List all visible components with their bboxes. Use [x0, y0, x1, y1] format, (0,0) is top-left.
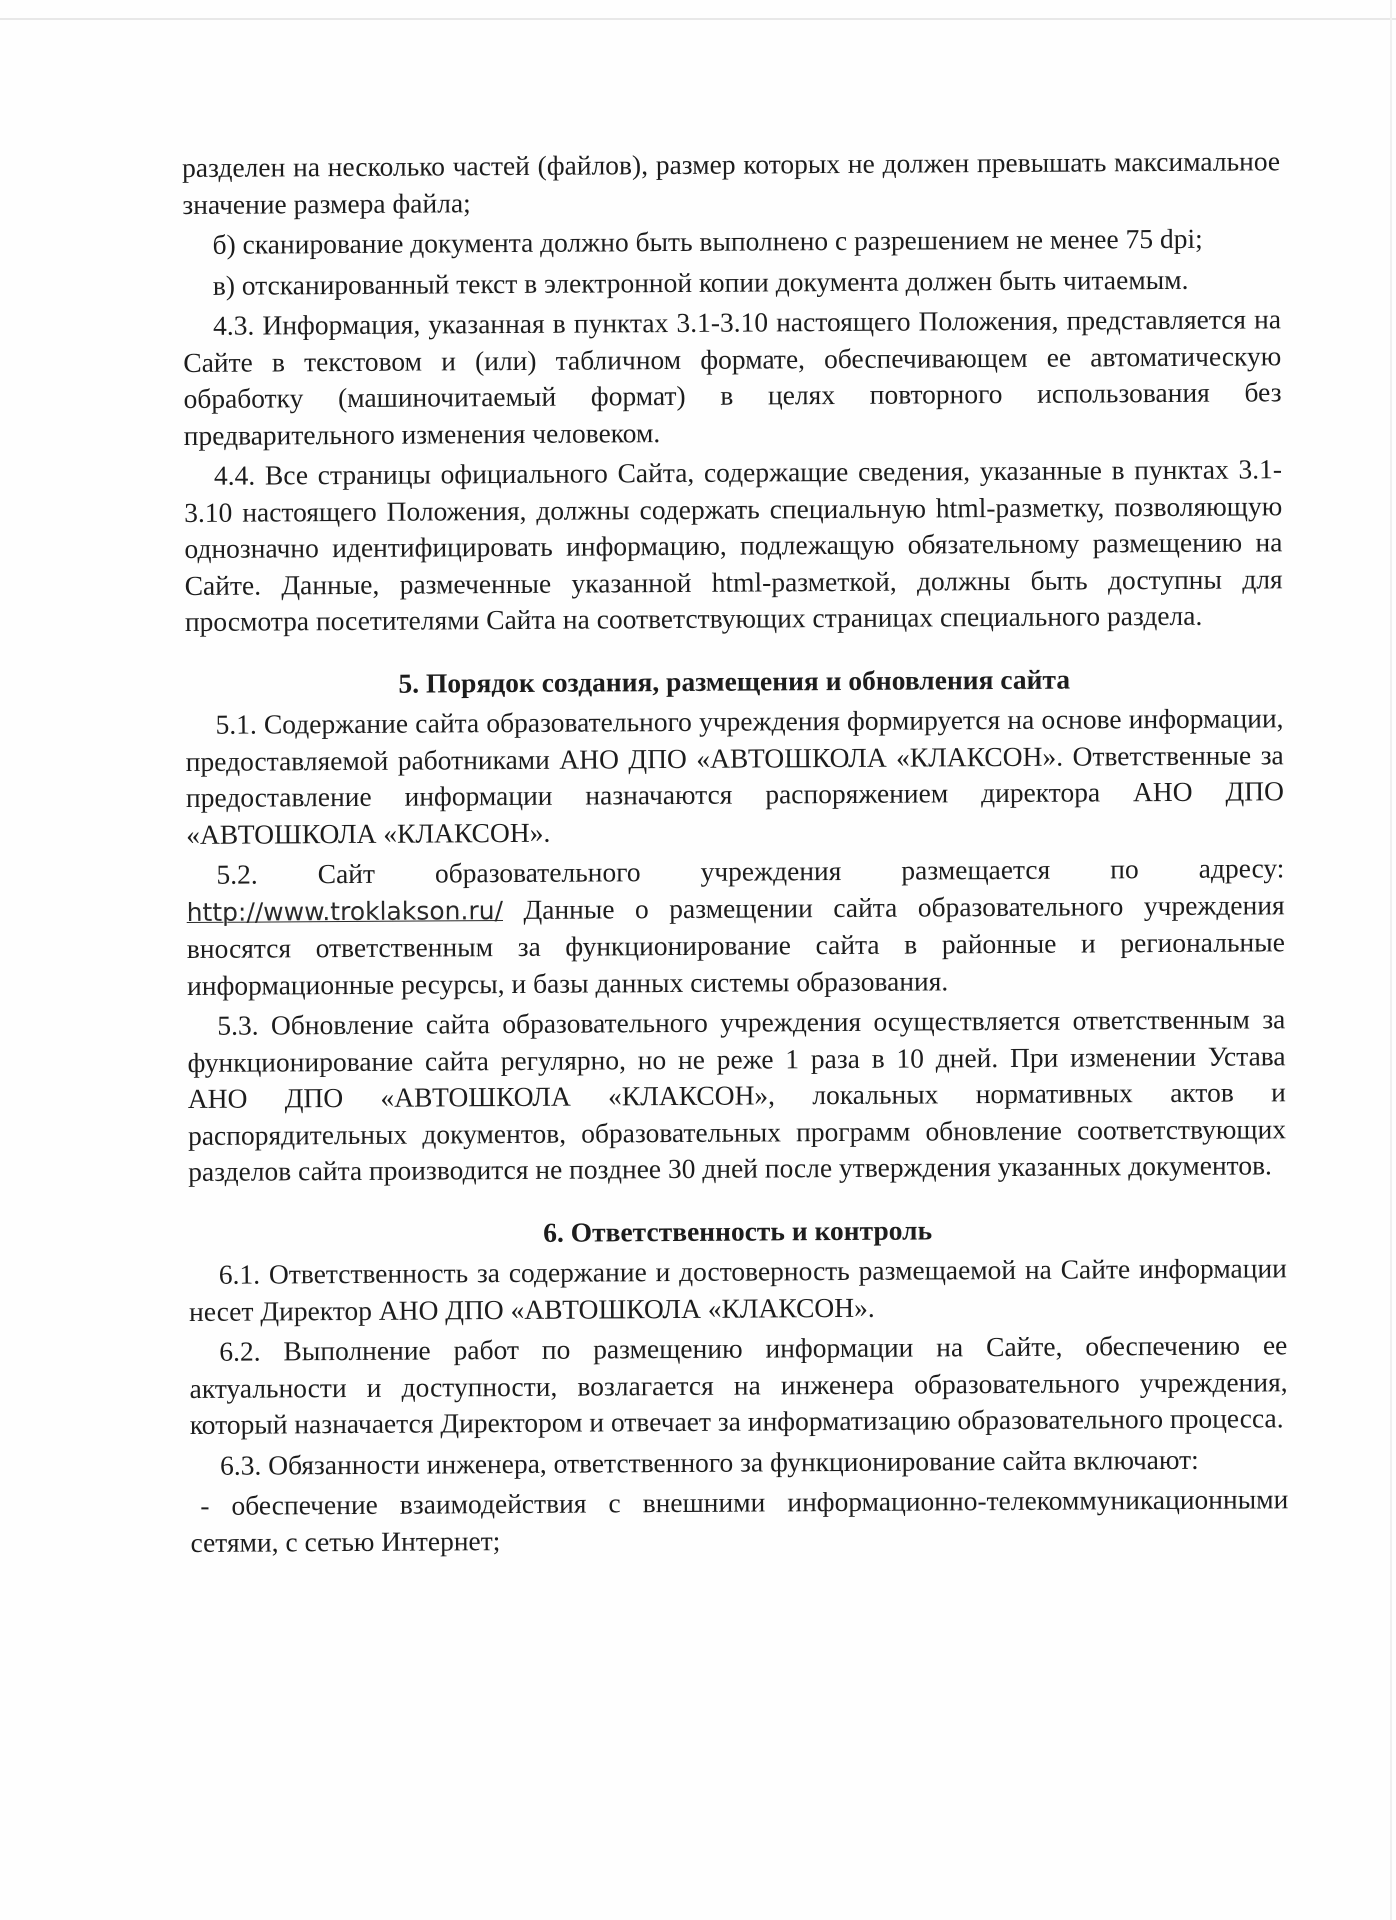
scan-edge-right: [1390, 0, 1392, 1920]
site-url-link[interactable]: http://www.troklakson.ru/: [186, 895, 504, 927]
paragraph-6-2: 6.2. Выполнение работ по размещению информации на Сайте, обеспечению ее актуальности и доступности, возлагается на инженера образовательного учреждения, который назначается Директором и отвечает за информатизацию образовательного процесса.: [189, 1329, 1288, 1440]
paragraph-scan-resolution: б) сканирование документа должно быть выполнено с разрешением не менее 75 dpi;: [212, 222, 1203, 260]
list-item-network-interaction: - обеспечение взаимодействия с внешними информационно-телекоммуникационными сетями, с сетью Интернет;: [190, 1483, 1289, 1558]
paragraph-6-3: 6.3. Обязанности инженера, ответственного за функционирование сайта включают:: [219, 1443, 1199, 1481]
paragraph-5-2: [186, 850, 1285, 1004]
section-heading-6: 6. Ответственность и контроль: [543, 1213, 933, 1248]
paragraph-5-3: 5.3. Обновление сайта образовательного учреждения осуществляется ответственным за функционирование сайта регулярно, но не реже 1 раза в 10 дней. При изменении Устава АНО ДПО «АВТОШКОЛА «КЛАКСОН», локальных нормативных актов и распорядительных документов, образовательных программ обновление соответствующих разделов сайта производится не позднее 30 дней после утверждения указанных документов.: [187, 1003, 1287, 1187]
paragraph-file-split: разделен на несколько частей (файлов), размер которых не должен превышать максимальное значение размера файла;: [182, 145, 1281, 220]
paragraph-5-2-end: Данные о размещении сайта образовательного учреждения вносятся ответственным за функционирование сайта в районные и региональные информационные ресурсы, и базы данных системы образования.: [186, 888, 1285, 1001]
paragraph-readable-text: в) отсканированный текст в электронной копии документа должен быть читаемым.: [212, 263, 1189, 301]
paragraph-6-1: 6.1. Ответственность за содержание и достоверность размещаемой на Сайте информации несет Директор АНО ДПО «АВТОШКОЛА «КЛАКСОН».: [188, 1252, 1287, 1327]
section-heading-5: 5. Порядок создания, размещения и обновления сайта: [398, 663, 1071, 699]
paragraph-4-4: 4.4. Все страницы официального Сайта, содержащие сведения, указанные в пунктах 3.1- 3.10 настоящего Положения, должны содержать специальную html-разметку, позволяющую однозначно идентифицировать информацию, подлежащую обязательному размещению на Сайте. Данные, размеченные указанной html-разметкой, должны быть доступны для просмотра посетителями Сайта на соответствующих страницах специального раздела.: [184, 453, 1283, 637]
paragraph-5-1: 5.1. Содержание сайта образовательного учреждения формируется на основе информации, предоставляемой работниками АНО ДПО «АВТОШКОЛА «КЛАКСОН». Ответственные за предоставление информации назначаются распоряжением директора АНО ДПО «АВТОШКОЛА «КЛАКСОН».: [185, 702, 1285, 850]
paragraph-4-3: 4.3. Информация, указанная в пунктах 3.1-3.10 настоящего Положения, представляется на Сайте в текстовом и (или) табличном формате, обеспечивающем ее автоматическую обработку (машиночитаемый формат) в целях повторного использования без предварительного изменения человеком.: [183, 303, 1282, 451]
paragraph-5-2-start: 5.2. Сайт образовательного учреждения размещается по адресу:: [216, 852, 1285, 890]
document-body: [182, 143, 1289, 1565]
scan-edge-top: [0, 18, 1396, 20]
